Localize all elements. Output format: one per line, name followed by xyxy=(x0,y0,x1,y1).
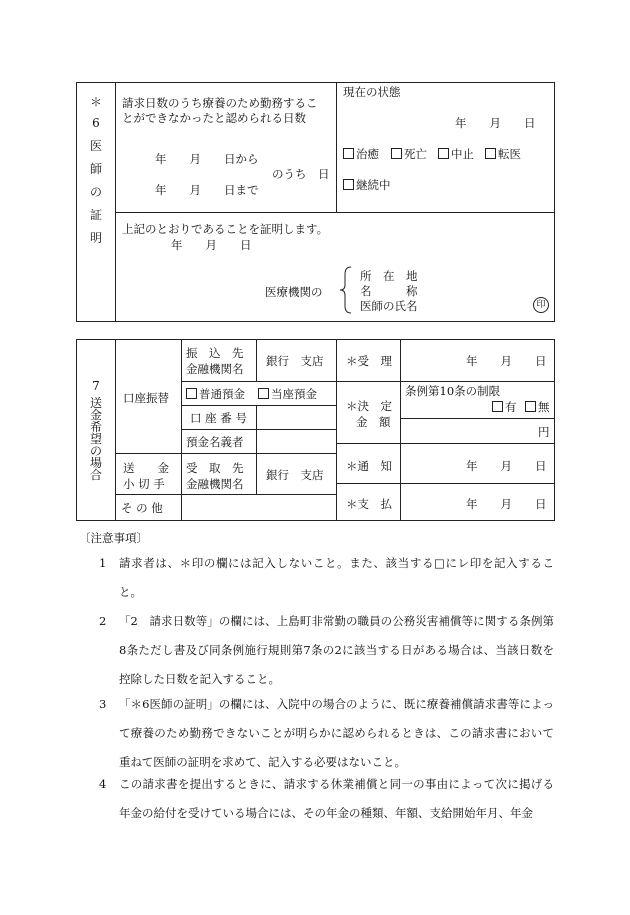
from-date-field[interactable]: 年 月 日から xyxy=(155,152,259,166)
divider xyxy=(256,453,257,494)
notes-title: 〔注意事項〕 xyxy=(79,531,148,545)
other-label: そ の 他 xyxy=(121,501,163,515)
checkbox-icon xyxy=(438,148,449,159)
account-number-label: 口 座 番 号 xyxy=(190,411,247,425)
checkbox-icon xyxy=(258,388,269,399)
divider xyxy=(181,429,336,430)
notified-label: ＊通 知 xyxy=(346,459,392,473)
note-item: 2 「2 請求日数等」の欄には、上島町非常勤の職員の公務災害補償等に関する条例第8条ただし書及び同条例施行規則第7条の2に該当する日がある場合は、当該日数を控除した日数を記入すること。 xyxy=(99,614,554,686)
status-died-checkbox[interactable]: 死亡 xyxy=(391,146,427,162)
institution-address-field[interactable]: 所 在 地 xyxy=(360,269,418,283)
paid-date-field[interactable]: 年 月 日 xyxy=(466,497,547,511)
account-transfer-label: 口座振替 xyxy=(123,391,169,405)
divider xyxy=(115,494,336,495)
divider xyxy=(181,381,336,382)
status-transferred-checkbox[interactable]: 転医 xyxy=(485,146,521,162)
checkbox-icon xyxy=(492,401,503,412)
institution-label: 医療機関の xyxy=(265,285,323,299)
divider xyxy=(336,339,337,521)
checkbox-icon xyxy=(343,179,354,190)
to-date-field[interactable]: 年 月 日まで xyxy=(155,183,259,197)
received-label: ＊受 理 xyxy=(346,354,392,368)
section-6-label: ＊ 6 医 師 の 証 明 xyxy=(89,95,102,245)
limit-no-checkbox[interactable]: 無 xyxy=(525,399,550,415)
ordinance-limit-label: 条例第10条の制限 xyxy=(405,384,501,398)
note-item: 1 請求者は、＊印の欄には記入しないこと。また、該当する□にレ印を記入すること。 xyxy=(99,556,554,599)
days-description-2: とができなかったと認められる日数 xyxy=(122,111,306,125)
checkbox-icon xyxy=(186,388,197,399)
notified-date-field[interactable]: 年 月 日 xyxy=(466,459,547,473)
divider xyxy=(336,483,555,484)
status-continuing-checkbox[interactable]: 継続中 xyxy=(343,177,391,193)
divider xyxy=(256,339,257,381)
transfer-bank-label: 振 込 先 金融機関名 xyxy=(186,346,244,376)
divider xyxy=(336,82,337,212)
checkbox-icon xyxy=(343,148,354,159)
yen-unit: 円 xyxy=(538,425,550,439)
days-description-1: 請求日数のうち療養のため勤務するこ xyxy=(122,96,318,110)
divider xyxy=(115,212,555,213)
status-cured-checkbox[interactable]: 治癒 xyxy=(343,146,379,162)
status-date-field[interactable]: 年 月 日 xyxy=(455,116,536,130)
divider xyxy=(181,405,336,406)
note-item: 4 この請求書を提出するときに、請求する休業補償と同一の事由によって次に掲げる年金の給付を受けている場合には、その年金の種類、年額、支給開始年月、年金 xyxy=(99,777,554,820)
divider xyxy=(336,381,555,382)
divider xyxy=(115,453,336,454)
institution-name-field[interactable]: 名 称 xyxy=(360,284,418,298)
ordinary-deposit-checkbox[interactable]: 普通預金 xyxy=(186,386,245,402)
brace-icon xyxy=(339,266,353,314)
certify-statement: 上記のとおりであることを証明します。 xyxy=(122,222,329,236)
transfer-bank-field[interactable]: 銀行 支店 xyxy=(266,354,324,368)
days-count-field[interactable]: のうち 日 xyxy=(272,167,330,181)
receiving-bank-field[interactable]: 銀行 支店 xyxy=(266,468,324,482)
limit-yes-checkbox[interactable]: 有 xyxy=(492,399,517,415)
note-item: 3 「＊6医師の証明」の欄には、入院中の場合のように、既に療養補償請求書等によって療養のため勤務できないことが明らかに認められるときは、この請求書において重ねて医師の証明を求めて、記入する必要はないこと。 xyxy=(99,697,554,769)
seal-icon: 印 xyxy=(533,297,549,313)
section-7-label: 7 送 金 希 望 の 場 合 xyxy=(89,379,102,482)
divider xyxy=(115,82,116,322)
account-holder-label: 預金名義者 xyxy=(186,435,244,449)
status-title: 現在の状態 xyxy=(343,85,401,99)
current-deposit-checkbox[interactable]: 当座預金 xyxy=(258,386,317,402)
decided-amount-label: ＊決 定 金 額 xyxy=(346,399,392,429)
divider xyxy=(400,339,401,521)
divider xyxy=(336,443,555,444)
divider xyxy=(400,418,555,419)
status-discontinued-checkbox[interactable]: 中止 xyxy=(438,146,474,162)
remittance-check-label: 送 金 小 切 手 xyxy=(123,461,169,491)
checkbox-icon xyxy=(391,148,402,159)
paid-label: ＊支 払 xyxy=(346,497,392,511)
received-date-field[interactable]: 年 月 日 xyxy=(466,354,547,368)
checkbox-icon xyxy=(525,401,536,412)
certify-date-field[interactable]: 年 月 日 xyxy=(171,238,252,252)
receiving-bank-label: 受 取 先 金融機関名 xyxy=(186,461,244,491)
checkbox-icon xyxy=(485,148,496,159)
doctor-name-field[interactable]: 医師の氏名 xyxy=(360,299,418,313)
